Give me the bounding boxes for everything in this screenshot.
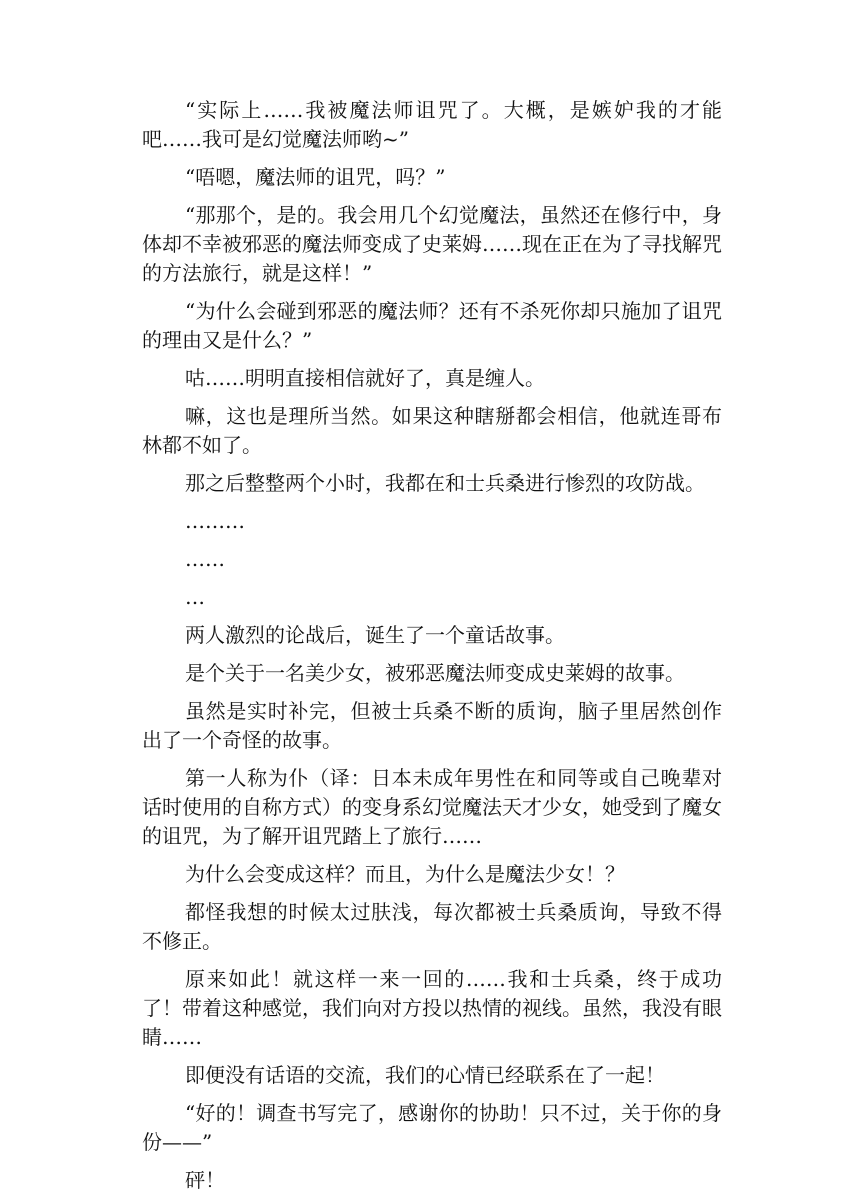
paragraph: 第一人称为仆（译：日本未成年男性在和同等或自己晚辈对话时使用的自称方式）的变身系幻觉魔法天才少女，她受到了魔女的诅咒，为了解开诅咒踏上了旅行…… — [142, 766, 722, 848]
paragraph: 砰！ — [185, 1168, 225, 1192]
paragraph: 是个关于一名美少女，被邪恶魔法师变成史莱姆的故事。 — [185, 661, 685, 685]
ellipsis-line: ……… — [185, 509, 245, 533]
paragraph: “为什么会碰到邪恶的魔法师？还有不杀死你却只施加了诅咒的理由又是什么？” — [142, 299, 722, 352]
paragraph: 为什么会变成这样？而且，为什么是魔法少女！？ — [185, 862, 625, 886]
paragraph: “唔嗯，魔法师的诅咒，吗？” — [185, 165, 446, 189]
ellipsis-line: … — [185, 585, 205, 609]
paragraph: 两人激烈的论战后，诞生了一个童话故事。 — [185, 623, 565, 647]
paragraph: “那那个，是的。我会用几个幻觉魔法，虽然还在修行中，身体却不幸被邪恶的魔法师变成了史莱姆……现在正在为了寻找解咒的方法旅行，就是这样！” — [142, 203, 722, 285]
paragraph: 嘛，这也是理所当然。如果这种瞎掰都会相信，他就连哥布林都不如了。 — [142, 404, 722, 457]
document-body — [142, 96, 722, 1204]
paragraph: 都怪我想的时候太过肤浅，每次都被士兵桑质询，导致不得不修正。 — [142, 900, 722, 953]
paragraph: 原来如此！就这样一来一回的……我和士兵桑，终于成功了！带着这种感觉，我们向对方投以热情的视线。虽然，我没有眼睛…… — [142, 967, 722, 1049]
paragraph: 咕……明明直接相信就好了，真是缠人。 — [185, 366, 545, 390]
paragraph: 即便没有话语的交流，我们的心情已经联系在了一起！ — [185, 1063, 665, 1087]
paragraph: “好的！调查书写完了，感谢你的协助！只不过，关于你的身份——” — [142, 1101, 722, 1154]
paragraph: 虽然是实时补完，但被士兵桑不断的质询，脑子里居然创作出了一个奇怪的故事。 — [142, 699, 722, 752]
paragraph: “实际上……我被魔法师诅咒了。大概，是嫉妒我的才能吧……我可是幻觉魔法师哟~” — [142, 98, 722, 151]
ellipsis-line: …… — [185, 547, 225, 571]
paragraph: 那之后整整两个小时，我都在和士兵桑进行惨烈的攻防战。 — [185, 471, 705, 495]
